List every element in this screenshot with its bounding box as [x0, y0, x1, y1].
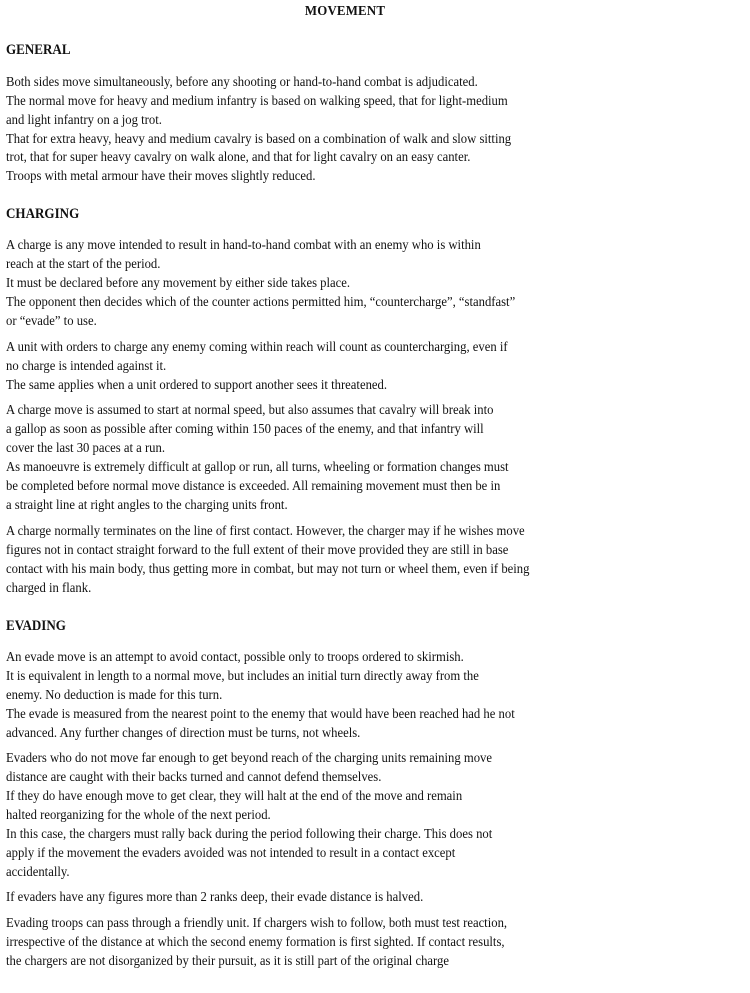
text-line: reach at the start of the period.	[6, 257, 161, 272]
text-line: As manoeuvre is extremely difficult at gallop or run, all turns, wheeling or formation changes must	[6, 460, 509, 475]
text-line: A charge move is assumed to start at normal speed, but also assumes that cavalry will break into	[6, 403, 494, 418]
text-line: irrespective of the distance at which the second enemy formation is first sighted. If contact results,	[6, 935, 505, 950]
text-line: cover the last 30 paces at a run.	[6, 441, 166, 456]
text-line: Troops with metal armour have their moves slightly reduced.	[6, 169, 316, 184]
text-line: Evading troops can pass through a friendly unit. If chargers wish to follow, both must test reaction,	[6, 916, 508, 931]
text-line: It is equivalent in length to a normal move, but includes an initial turn directly away from the	[6, 669, 479, 684]
text-line: or “evade” to use.	[6, 314, 97, 329]
text-line: Both sides move simultaneously, before any shooting or hand-to-hand combat is adjudicated.	[6, 75, 478, 90]
text-line: A unit with orders to charge any enemy coming within reach will count as countercharging, even if	[6, 340, 508, 355]
text-line: The opponent then decides which of the counter actions permitted him, “countercharge”, “standfast”	[6, 295, 516, 310]
text-line: enemy. No deduction is made for this turn.	[6, 688, 223, 703]
text-line: The normal move for heavy and medium infantry is based on walking speed, that for light-medium	[6, 94, 508, 109]
text-line: A charge normally terminates on the line of first contact. However, the charger may if he wishes move	[6, 524, 525, 539]
text-line: halted reorganizing for the whole of the next period.	[6, 808, 271, 823]
text-line: A charge is any move intended to result in hand-to-hand combat with an enemy who is within	[6, 238, 481, 253]
text-line: charged in flank.	[6, 581, 92, 596]
section-heading-charging: CHARGING	[6, 206, 80, 222]
text-line: advanced. Any further changes of direction must be turns, not wheels.	[6, 726, 361, 741]
text-line: accidentally.	[6, 865, 70, 880]
text-line: be completed before normal move distance is exceeded. All remaining movement must then be in	[6, 479, 501, 494]
text-line: The same applies when a unit ordered to support another sees it threatened.	[6, 378, 388, 393]
text-line: a gallop as soon as possible after coming within 150 paces of the enemy, and that infantry will	[6, 422, 484, 437]
text-line: In this case, the chargers must rally back during the period following their charge. This does not	[6, 827, 493, 842]
text-line: no charge is intended against it.	[6, 359, 167, 374]
text-line: distance are caught with their backs turned and cannot defend themselves.	[6, 770, 382, 785]
text-line: a straight line at right angles to the charging units front.	[6, 498, 288, 513]
text-line: It must be declared before any movement by either side takes place.	[6, 276, 351, 291]
text-line: An evade move is an attempt to avoid contact, possible only to troops ordered to skirmish.	[6, 650, 464, 665]
text-line: the chargers are not disorganized by their pursuit, as it is still part of the original charge	[6, 954, 449, 969]
section-heading-general: GENERAL	[6, 42, 71, 58]
page-title: MOVEMENT	[304, 4, 386, 19]
text-line: contact with his main body, thus getting more in combat, but may not turn or wheel them, even if being	[6, 562, 530, 577]
text-line: If evaders have any figures more than 2 ranks deep, their evade distance is halved.	[6, 890, 424, 905]
text-line: and light infantry on a jog trot.	[6, 113, 162, 128]
text-line: If they do have enough move to get clear, they will halt at the end of the move and remain	[6, 789, 463, 804]
text-line: Evaders who do not move far enough to get beyond reach of the charging units remaining move	[6, 751, 493, 766]
text-line: That for extra heavy, heavy and medium cavalry is based on a combination of walk and slow sitting	[6, 132, 512, 147]
section-heading-evading: EVADING	[6, 618, 66, 634]
text-line: figures not in contact straight forward to the full extent of their move provided they are still in base	[6, 543, 509, 558]
text-line: apply if the movement the evaders avoided was not intended to result in a contact except	[6, 846, 456, 861]
text-line: trot, that for super heavy cavalry on walk alone, and that for light cavalry on an easy canter.	[6, 150, 471, 165]
text-line: The evade is measured from the nearest point to the enemy that would have been reached had he not	[6, 707, 515, 722]
